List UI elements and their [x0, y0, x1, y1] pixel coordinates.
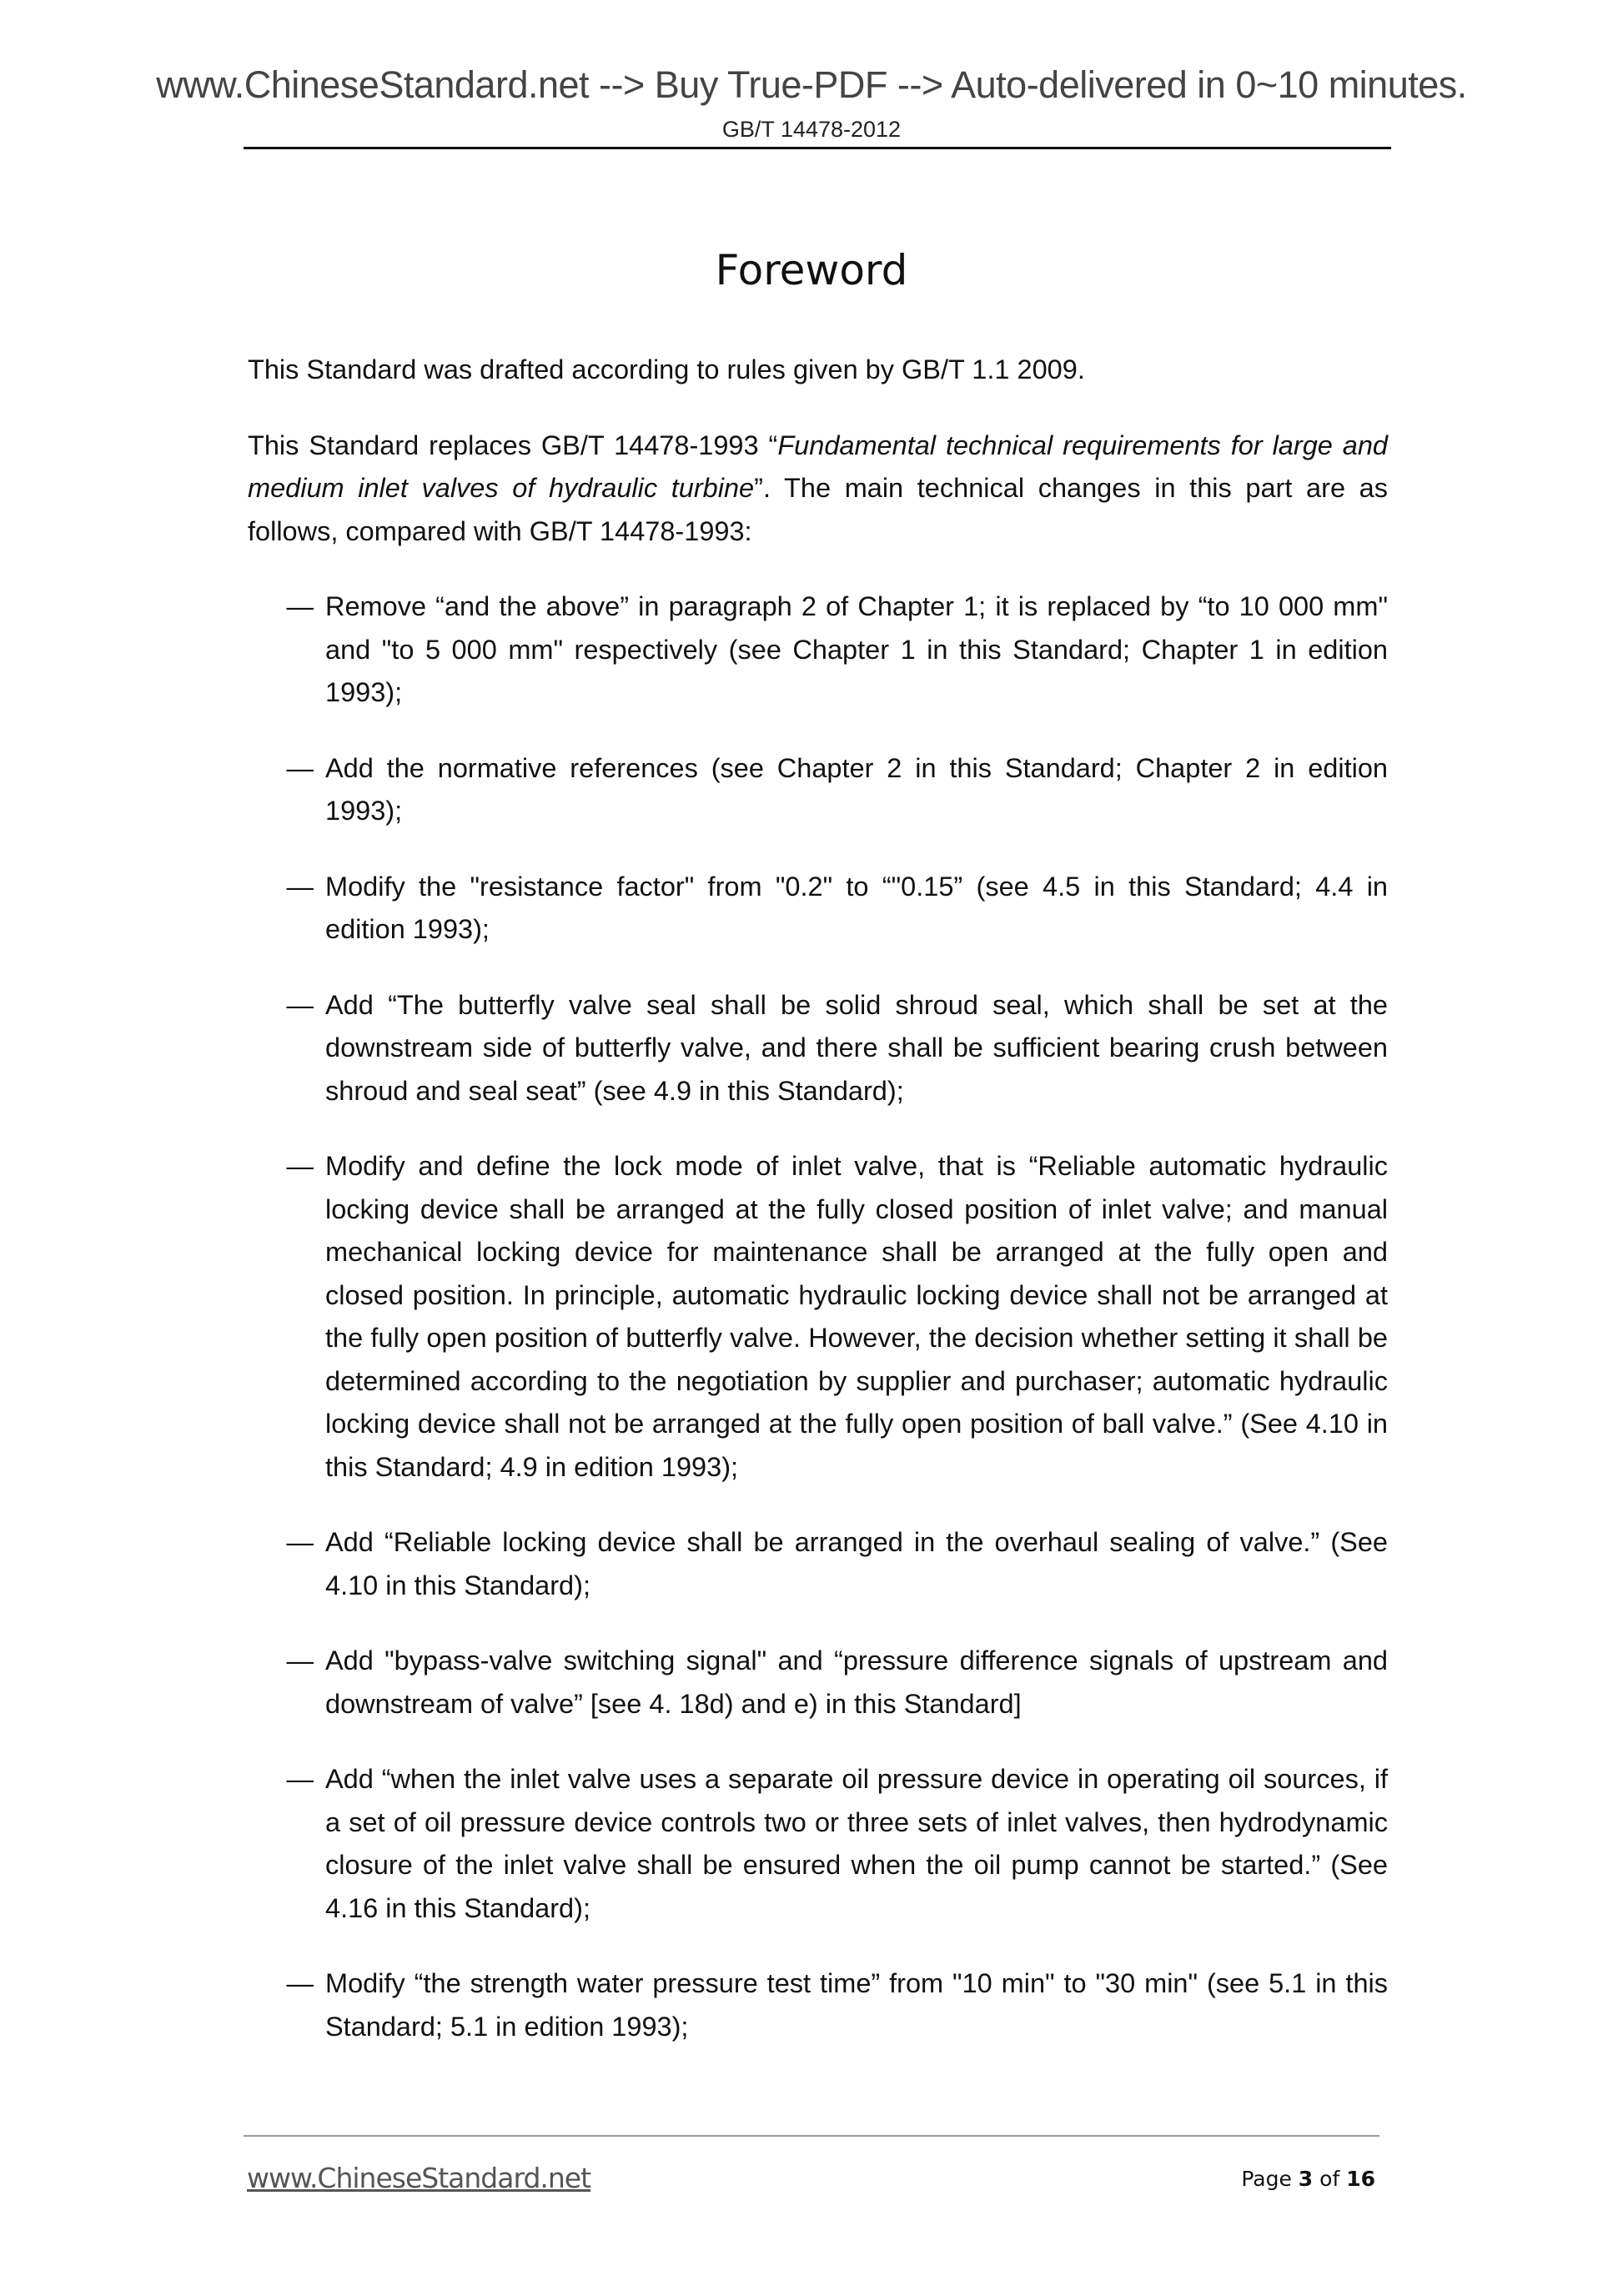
- dash-bullet: —: [286, 1151, 314, 1181]
- promo-banner: www.ChineseStandard.net --> Buy True-PDF --> Auto-delivered in 0~10 minutes.: [156, 63, 1467, 106]
- list-item: [248, 585, 1388, 715]
- list-item: [248, 1758, 1388, 1930]
- replaces-text-after: ”. The main technical changes in this part are as follows, compared with GB/T 14478-1993:: [248, 473, 1388, 546]
- footer-divider: [244, 2135, 1379, 2137]
- dash-bullet: —: [286, 752, 314, 783]
- list-item-text: Modify the "resistance factor" from "0.2" to “"0.15” (see 4.5 in this Standard; 4.4 in edition 1993);: [325, 871, 1388, 944]
- page-title: Foreword: [715, 246, 908, 294]
- dash-bullet: —: [286, 1645, 314, 1676]
- total-pages: 16: [1346, 2167, 1375, 2191]
- document-body: [248, 349, 1388, 2081]
- header-divider: [244, 147, 1391, 149]
- list-item-text: Remove “and the above” in paragraph 2 of Chapter 1; it is replaced by “to 10 000 mm" and "to 5 000 mm" respectively (see Chapter 1 in this Standard; Chapter 1 in edition 1993);: [325, 591, 1388, 707]
- page-label: Page: [1241, 2167, 1299, 2191]
- dash-bullet: —: [286, 591, 314, 621]
- list-item-text: Add "bypass-valve switching signal" and “pressure difference signals of upstream and downstream of valve” [see 4. 18d) and e) in this Standard]: [325, 1645, 1388, 1719]
- dash-bullet: —: [286, 1968, 314, 1998]
- document-id: GB/T 14478-2012: [721, 117, 902, 142]
- list-item-text: Modify “the strength water pressure test time” from "10 min" to "30 min" (see 5.1 in this Standard; 5.1 in edition 1993);: [325, 1968, 1388, 2042]
- list-item: [248, 1521, 1388, 1607]
- paragraph-drafting-rules: This Standard was drafted according to rules given by GB/T 1.1 2009.: [248, 354, 1085, 384]
- dash-bullet: —: [286, 989, 314, 1020]
- footer-website-link[interactable]: www.ChineseStandard.net: [247, 2162, 591, 2194]
- replaced-standard-title: Fundamental technical requirements for large and medium inlet valves of hydraulic turbine: [248, 430, 1388, 503]
- list-item: [248, 984, 1388, 1113]
- list-item-text: Add “when the inlet valve uses a separate oil pressure device in operating oil sources, if a set of oil pressure device controls two or three sets of inlet valves, then hydrodynamic closure of the inlet valve shall be ensured when the oil pump cannot be started.” (See 4.16 in this Standard);: [325, 1764, 1388, 1923]
- dash-bullet: —: [286, 1527, 314, 1557]
- paragraph-replaces: [248, 425, 1388, 554]
- list-item: [248, 1640, 1388, 1726]
- list-item-text: Add “Reliable locking device shall be arranged in the overhaul sealing of valve.” (See 4.10 in this Standard);: [325, 1527, 1388, 1600]
- page-number: [1241, 2167, 1375, 2191]
- list-item: [248, 747, 1388, 833]
- list-item-text: Add the normative references (see Chapter 2 in this Standard; Chapter 2 in edition 1993);: [325, 752, 1388, 826]
- page-of: of: [1313, 2167, 1347, 2191]
- list-item: [248, 1145, 1388, 1489]
- list-item-text: Add “The butterfly valve seal shall be solid shroud seal, which shall be set at the downstream side of butterfly valve, and there shall be sufficient bearing crush between shroud and seal seat” (see 4.9 in this Standard);: [325, 989, 1388, 1106]
- list-item: [248, 866, 1388, 952]
- dash-bullet: —: [286, 871, 314, 902]
- list-item-text: Modify and define the lock mode of inlet valve, that is “Reliable automatic hydraulic locking device shall be arranged at the fully closed position of inlet valve; and manual mechanical locking device for maintenance shall be arranged at the fully open and closed position. In principle, automatic hydraulic locking device shall not be arranged at the fully open position of butterfly valve. However, the decision whether setting it shall be determined according to the negotiation by supplier and purchaser; automatic hydraulic locking device shall not be arranged at the fully open position of ball valve.” (See 4.10 in this Standard; 4.9 in edition 1993);: [325, 1151, 1388, 1482]
- current-page: 3: [1298, 2167, 1314, 2191]
- replaces-text: This Standard replaces GB/T 14478-1993 “: [248, 430, 778, 460]
- list-item: [248, 1962, 1388, 2048]
- dash-bullet: —: [286, 1764, 314, 1794]
- changes-list: [248, 585, 1388, 2048]
